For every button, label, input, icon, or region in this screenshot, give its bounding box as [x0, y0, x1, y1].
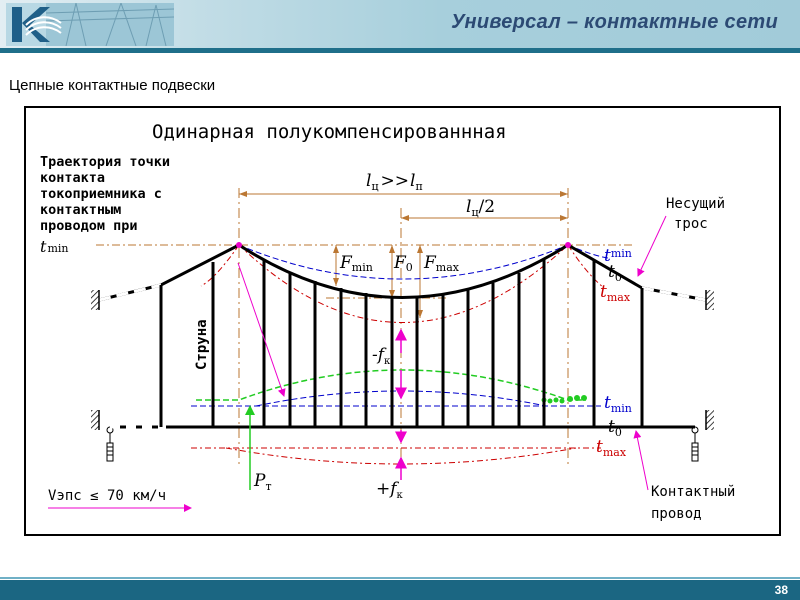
right-tmin-upper: $t^{min}$ — [604, 246, 632, 266]
right-t0-lower: $t_0$ — [608, 417, 622, 439]
right-support-bottom — [706, 410, 714, 430]
contact-label-line-2: провод — [651, 506, 702, 522]
right-tensioner — [692, 427, 698, 461]
left-tensioner — [107, 427, 113, 461]
company-logo — [6, 3, 174, 46]
speed-label: Vэпс ≤ 70 км/ч — [48, 488, 167, 504]
right-tmax-lower: $t_{max}$ — [596, 437, 627, 459]
carrier-label-line-1: Несущий — [666, 196, 726, 212]
f0-label: F0 — [394, 253, 413, 274]
note-pointer — [238, 263, 284, 396]
left-support-top — [91, 290, 99, 310]
dropper-label: Струна — [194, 319, 210, 370]
right-tmax-upper: $t_{max}$ — [600, 282, 631, 304]
contact-pointer — [636, 431, 648, 490]
span-label: $l_ц >>l_п$ — [366, 171, 423, 193]
right-support-top — [706, 290, 714, 310]
left-suspension-point — [236, 242, 242, 248]
note-line-4: контактным — [40, 202, 122, 218]
trajectory-note — [40, 154, 170, 234]
note-line-1: Траектория точки — [40, 154, 171, 170]
right-t0-upper: $t_0$ — [608, 262, 622, 284]
pantograph-force-label: $P_т$ — [254, 471, 272, 493]
diagram-frame — [24, 106, 781, 536]
plus-f-label: $+f_к$ — [376, 479, 403, 501]
half-span-label: $l_ц/2$ — [466, 197, 496, 219]
left-support-bottom — [91, 410, 99, 430]
fmin-label: Fmin — [340, 253, 373, 274]
right-suspension-point — [565, 242, 571, 248]
footer-accent-line — [0, 577, 800, 579]
header-divider — [0, 48, 800, 53]
note-line-5: проводом при — [40, 218, 138, 234]
dimension-lines — [96, 188, 632, 478]
carrier-left — [99, 245, 239, 300]
right-tmin-lower: $t_{min}$ — [604, 393, 632, 415]
carrier-pointer — [638, 216, 666, 276]
footer-bar — [0, 580, 800, 600]
note-line-3: токоприемника с — [40, 186, 162, 202]
note-line-2: контакта — [40, 170, 106, 186]
diagram-title: Одинарная полукомпенсированнная — [152, 121, 507, 143]
page-number: 38 — [774, 583, 788, 597]
carrier-tmax-right — [568, 245, 604, 288]
catenary-diagram — [26, 108, 779, 534]
contact-label-line-1: Контактный — [651, 484, 736, 500]
header-title: Универсал – контактные сети — [451, 11, 778, 33]
header-bar — [0, 0, 800, 48]
note-tmin-label: tmin — [40, 237, 69, 256]
minus-f-label: $-f_к$ — [372, 345, 391, 367]
carrier-label-line-2: трос — [674, 216, 708, 232]
fmax-label: Fmax — [424, 253, 459, 274]
page-subtitle: Цепные контактные подвески — [9, 77, 216, 94]
carrier-tmax-left — [201, 245, 239, 286]
